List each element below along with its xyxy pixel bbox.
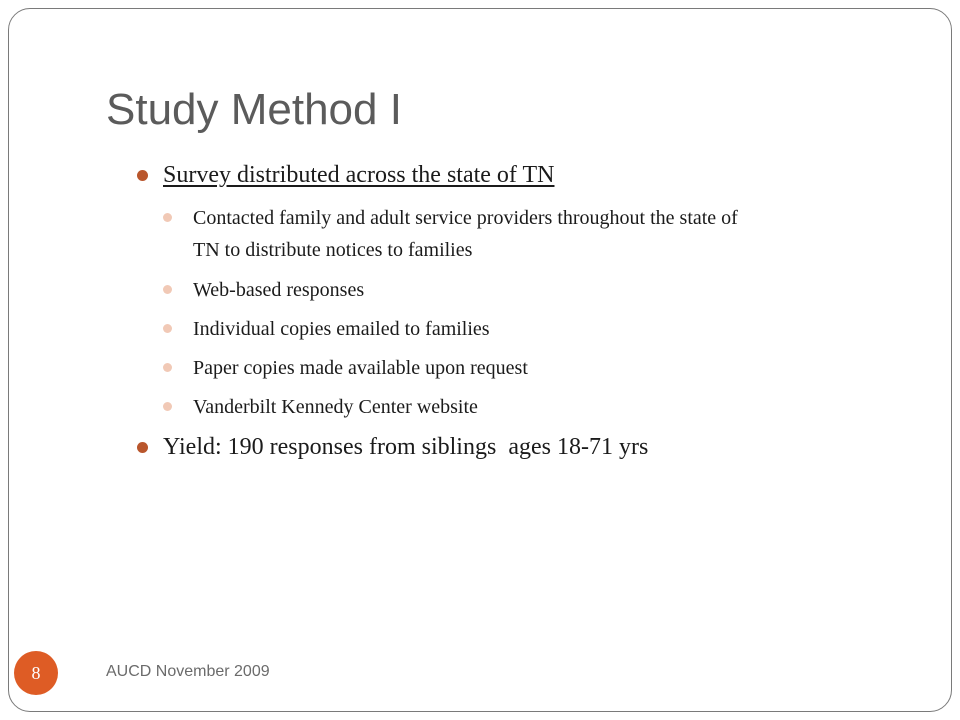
- sub-bullet-dot-icon: [163, 402, 172, 411]
- bullet-text: Survey distributed across the state of TN: [163, 162, 555, 188]
- sub-bullet-dot-icon: [163, 285, 172, 294]
- sub-bullet-dot-icon: [163, 363, 172, 372]
- sub-bullet-text-cont: TN to distribute notices to families: [193, 239, 473, 261]
- sub-bullet-item: [193, 391, 478, 423]
- sub-bullet-dot-icon: [163, 213, 172, 222]
- slide-title: Study Method I: [106, 85, 402, 134]
- sub-bullet-item: [193, 352, 528, 384]
- sub-bullet-text: Vanderbilt Kennedy Center website: [193, 396, 478, 418]
- sub-bullet-text: Web-based responses: [193, 279, 365, 301]
- sub-bullet-text: Paper copies made available upon request: [193, 357, 528, 379]
- page-number-badge: 8: [14, 651, 58, 695]
- sub-bullet-text: Contacted family and adult service providers throughout the state of: [193, 207, 738, 229]
- sub-bullet-item: [193, 202, 738, 266]
- sub-bullet-dot-icon: [163, 324, 172, 333]
- sub-bullet-item: [193, 274, 364, 306]
- bullet-dot-icon: [137, 442, 148, 453]
- sub-bullet-item: [193, 313, 490, 345]
- bullet-text: Yield: 190 responses from siblings ages 18-71 yrs: [163, 434, 649, 460]
- bullet-item: [163, 160, 554, 190]
- footer-text: AUCD November 2009: [106, 663, 270, 680]
- sub-bullet-text: Individual copies emailed to families: [193, 318, 490, 340]
- bullet-dot-icon: [137, 170, 148, 181]
- bullet-item: [163, 432, 648, 462]
